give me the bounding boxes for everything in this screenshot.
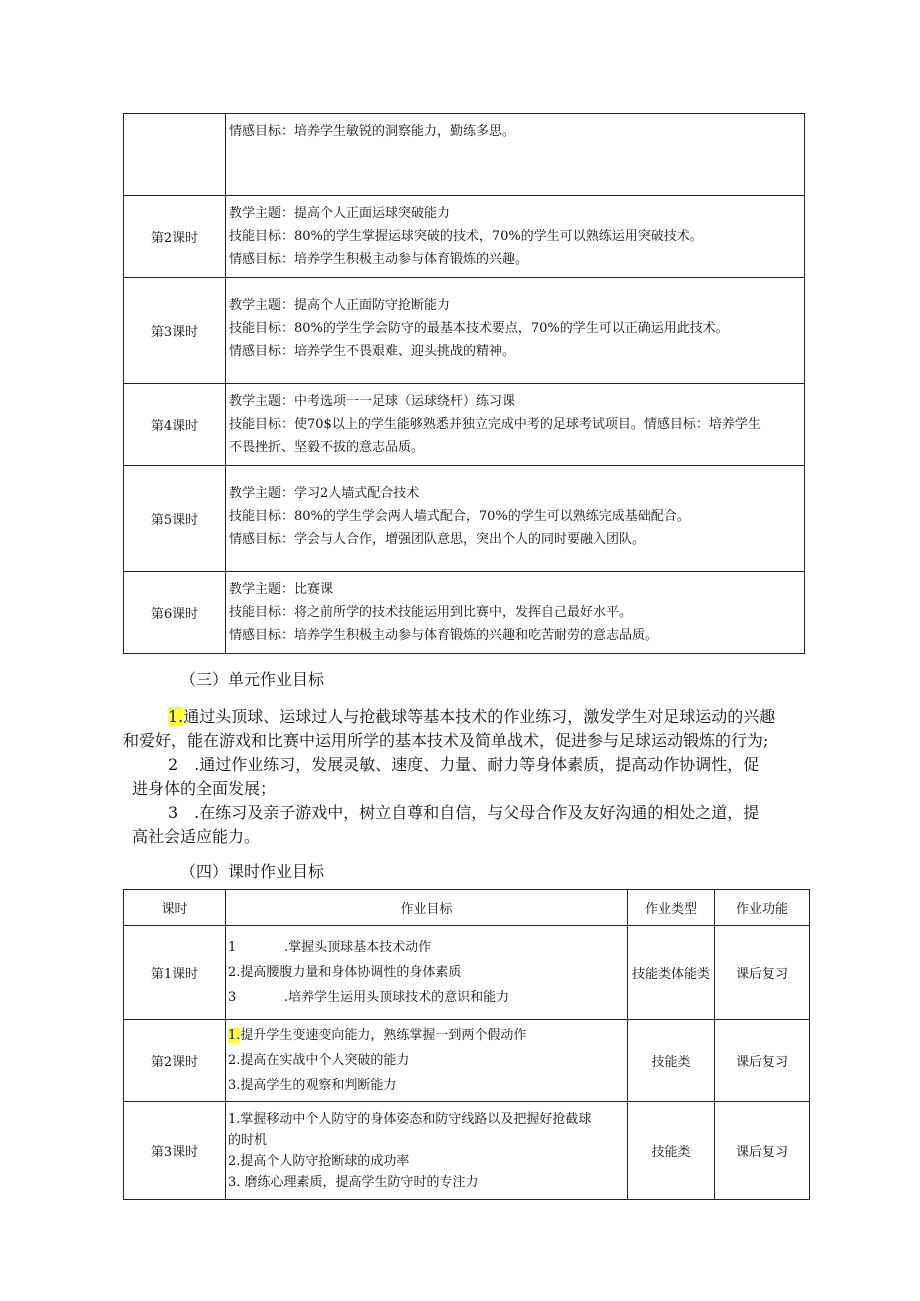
lesson-objectives-table	[123, 113, 805, 654]
lesson-label: 第4课时	[124, 384, 226, 466]
homework-type: 技能类体能类	[628, 926, 715, 1020]
objective-line: 情感目标：培养学生敏锐的洞察能力，勤练多思。	[229, 124, 516, 139]
objective-line: 技能目标：使70$以上的学生能够熟悉并独立完成中考的足球考试项目。情感目标：培养学生	[229, 417, 761, 432]
table-row	[124, 466, 805, 572]
goal-line: 1.掌握移动中个人防守的身体姿态和防守线路以及把握好抢截球	[228, 1111, 592, 1127]
section-heading-unit-goals: （三）单元作业目标	[180, 670, 325, 689]
lesson-label: 第3课时	[124, 1102, 226, 1200]
objective-line: 情感目标：培养学生积极主动参与体育锻炼的兴趣。	[229, 252, 529, 267]
objective-line: 情感目标：学会与人合作，增强团队意思，突出个人的同时要融入团队。	[229, 532, 646, 547]
homework-function: 课后复习	[715, 926, 810, 1020]
goal-line: 2.提高腰腹力量和身体协调性的身体素质	[228, 965, 462, 980]
goals-cell	[226, 926, 628, 1020]
goals-cell	[226, 1102, 628, 1200]
objective-cell	[226, 384, 805, 466]
objective-cell	[226, 196, 805, 278]
objective-line: 情感目标：培养学生积极主动参与体育锻炼的兴趣和吃苦耐劳的意志品质。	[229, 628, 659, 643]
goal-paragraph-3-line-1: 3 .在练习及亲子游戏中，树立自尊和自信，与父母合作及友好沟通的相处之道，提	[168, 803, 760, 822]
homework-type: 技能类	[628, 1102, 715, 1200]
table-header-row	[124, 890, 810, 926]
objective-line: 教学主题：提高个人正面运球突破能力	[229, 206, 451, 221]
lesson-label: 第1课时	[124, 926, 226, 1020]
goal-line: 的时机	[228, 1132, 268, 1148]
homework-objectives-table	[123, 889, 810, 1200]
homework-function: 课后复习	[715, 1102, 810, 1200]
objective-line: 技能目标：80%的学生学会防守的最基本技术要点，70%的学生可以正确运用此技术。	[229, 321, 729, 336]
goal-number-highlight: 1.	[168, 707, 184, 726]
table-row	[124, 196, 805, 278]
lesson-label	[124, 114, 226, 196]
objective-line: 技能目标：将之前所学的技术技能运用到比赛中，发挥自己最好水平。	[229, 605, 633, 620]
lesson-label: 第2课时	[124, 1020, 226, 1102]
objective-cell	[226, 572, 805, 654]
objective-line: 教学主题：比赛课	[229, 582, 334, 597]
goal-line: 2.提高在实战中个人突破的能力	[228, 1053, 410, 1068]
goal-paragraph-1-line-1	[168, 704, 775, 727]
lesson-label: 第2课时	[124, 196, 226, 278]
lesson-label: 第6课时	[124, 572, 226, 654]
section-heading-lesson-goals: （四）课时作业目标	[180, 862, 325, 881]
lesson-label: 第5课时	[124, 466, 226, 572]
goal-line: 3. 磨练心理素质，提高学生防守时的专注力	[228, 1174, 479, 1190]
objective-line: 不畏挫折、坚毅不拔的意志品质。	[229, 440, 425, 455]
table-row	[124, 1102, 810, 1200]
goal-line: 1.提升学生变速变向能力，熟练掌握一到两个假动作	[228, 1028, 527, 1043]
homework-function: 课后复习	[715, 1020, 810, 1102]
goals-cell	[226, 1020, 628, 1102]
table-row	[124, 114, 805, 196]
objective-cell	[226, 114, 805, 196]
objective-line: 教学主题：学习2人墙式配合技术	[229, 486, 420, 501]
header-goals: 作业目标	[226, 890, 628, 926]
goal-line: 2.提高个人防守抢断球的成功率	[228, 1153, 410, 1169]
goal-number-highlight: 1.	[228, 1028, 241, 1043]
goal-paragraph-2-line-1: 2 .通过作业练习，发展灵敏、速度、力量、耐力等身体素质，提高动作协调性，促	[168, 755, 760, 774]
goal-line: 1 .掌握头顶球基本技术动作	[228, 940, 432, 955]
goal-text: 通过头顶球、运球过人与抢截球等基本技术的作业练习，激发学生对足球运动的兴趣	[183, 707, 776, 726]
header-type: 作业类型	[628, 890, 715, 926]
objective-line: 情感目标：培养学生不畏艰难、迎头挑战的精神。	[229, 344, 516, 359]
table-row	[124, 1020, 810, 1102]
homework-type: 技能类	[628, 1020, 715, 1102]
objective-cell	[226, 278, 805, 384]
objective-cell	[226, 466, 805, 572]
objective-line: 技能目标：80%的学生掌握运球突破的技术，70%的学生可以熟练运用突破技术。	[229, 229, 703, 244]
header-lesson: 课时	[124, 890, 226, 926]
goal-line: 3.提高学生的观察和判断能力	[228, 1078, 397, 1093]
lesson-label: 第3课时	[124, 278, 226, 384]
objective-line: 教学主题：提高个人正面防守抢断能力	[229, 298, 451, 313]
table-row	[124, 926, 810, 1020]
header-function: 作业功能	[715, 890, 810, 926]
objective-line: 教学主题：中考选项一一足球（运球绕杆）练习课	[229, 394, 516, 409]
table-row	[124, 384, 805, 466]
goal-line: 3 .培养学生运用头顶球技术的意识和能力	[228, 990, 510, 1005]
goal-paragraph-2-line-2: 进身体的全面发展；	[132, 779, 277, 798]
table-row	[124, 278, 805, 384]
table-row	[124, 572, 805, 654]
objective-line: 技能目标：80%的学生学会两人墙式配合，70%的学生可以熟练完成基础配合。	[229, 509, 690, 524]
goal-paragraph-1-line-2: 和爱好，能在游戏和比赛中运用所学的基本技术及简单战术，促进参与足球运动锻炼的行为;	[123, 731, 769, 750]
goal-paragraph-3-line-2: 高社会适应能力。	[132, 827, 261, 846]
